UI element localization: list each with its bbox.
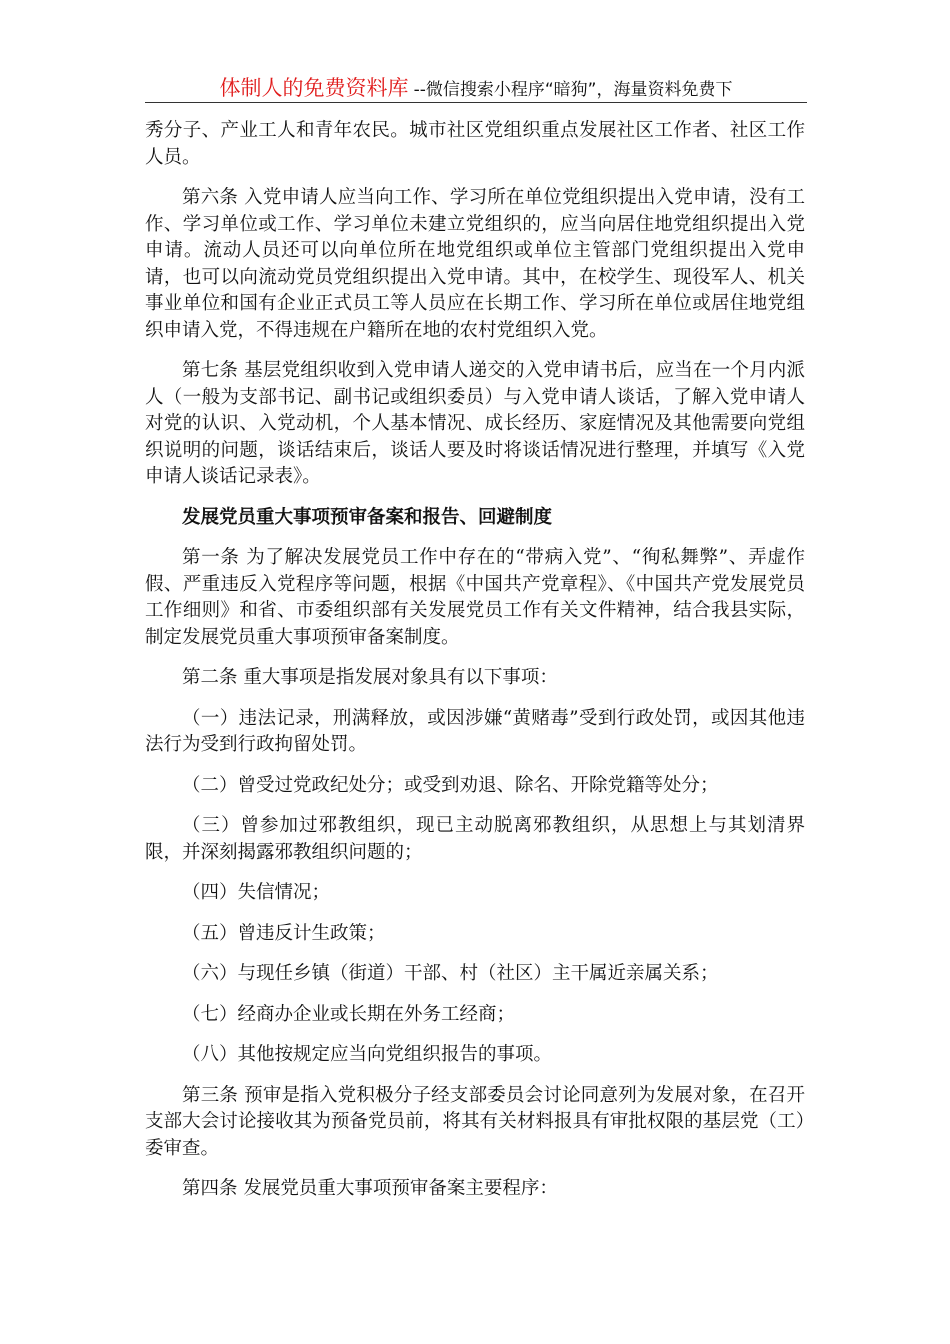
list-item: （七）经商办企业或长期在外务工经商；: [182, 1003, 516, 1025]
article-2-paragraph: 第二条 重大事项是指发展对象具有以下事项：: [182, 667, 558, 688]
article-7-paragraph: 第七条 基层党组织收到入党申请人递交的入党申请书后，应当在一个月内派人（一般为支部书记、副书记或组织委员）与入党申请人谈话，了解入党申请人对党的认识、入党动机，个人基本情况、成长经历、家庭情况及其他需要向党组织说明的问题，谈话结束后，谈话人要及时将谈话情况进行整理，并填写《入党申请人谈话记录表》。: [145, 360, 805, 487]
list-item: （一）违法记录，刑满释放，或因涉嫌“黄赌毒”受到行政处罚，或因其他违法行为受到行政拘留处罚。: [145, 707, 805, 755]
list-item: （五）曾违反计生政策；: [182, 922, 386, 944]
list-item: （八）其他按规定应当向党组织报告的事项。: [182, 1044, 553, 1065]
paragraph-continued: 秀分子、产业工人和青年农民。城市社区党组织重点发展社区工作者、社区工作人员。: [145, 120, 805, 168]
article-1-paragraph: 第一条 为了解决发展党员工作中存在的“带病入党”、“徇私舞弊”、弄虚作假、严重违反入党程序等问题，根据《中国共产党章程》、《中国共产党发展党员工作细则》和省、市委组织部有关发展党员工作有关文件精神，结合我县实际，制定发展党员重大事项预审备案制度。: [145, 547, 805, 648]
list-item: （四）失信情况；: [182, 882, 331, 903]
article-3-paragraph: 第三条 预审是指入党积极分子经支部委员会讨论同意列为发展对象，在召开支部大会讨论接收其为预备党员前，将其有关材料报具有审批权限的基层党（工）委审查。: [145, 1084, 805, 1159]
header-note: --微信搜索小程序“暗狗”，海量资料免费下: [413, 80, 733, 100]
header-brand: 体制人的免费资料库: [219, 76, 409, 100]
article-6-paragraph: 第六条 入党申请人应当向工作、学习所在单位党组织提出入党申请，没有工作、学习单位或工作、学习单位未建立党组织的，应当向居住地党组织提出入党申请。流动人员还可以向单位所在地党组织或单位主管部门党组织提出入党申请，也可以向流动党员党组织提出入党申请。其中，在校学生、现役军人、机关事业单位和国有企业正式员工等人员应在长期工作、学习所在单位或居住地党组织申请入党，不得违规在户籍所在地的农村党组织入党。: [145, 187, 805, 341]
page-header: [145, 72, 807, 103]
article-4-paragraph: 第四条 发展党员重大事项预审备案主要程序：: [182, 1178, 558, 1199]
section-heading: 发展党员重大事项预审备案和报告、回避制度: [182, 506, 553, 528]
list-item: （二）曾受过党政纪处分；或受到劝退、除名、开除党籍等处分；: [182, 774, 719, 796]
document-body: [145, 118, 805, 1217]
list-item: （三）曾参加过邪教组织，现已主动脱离邪教组织，从思想上与其划清界限，并深刻揭露邪教组织问题的；: [145, 815, 805, 863]
list-item: （六）与现任乡镇（街道）干部、村（社区）主干属近亲属关系；: [182, 963, 719, 984]
